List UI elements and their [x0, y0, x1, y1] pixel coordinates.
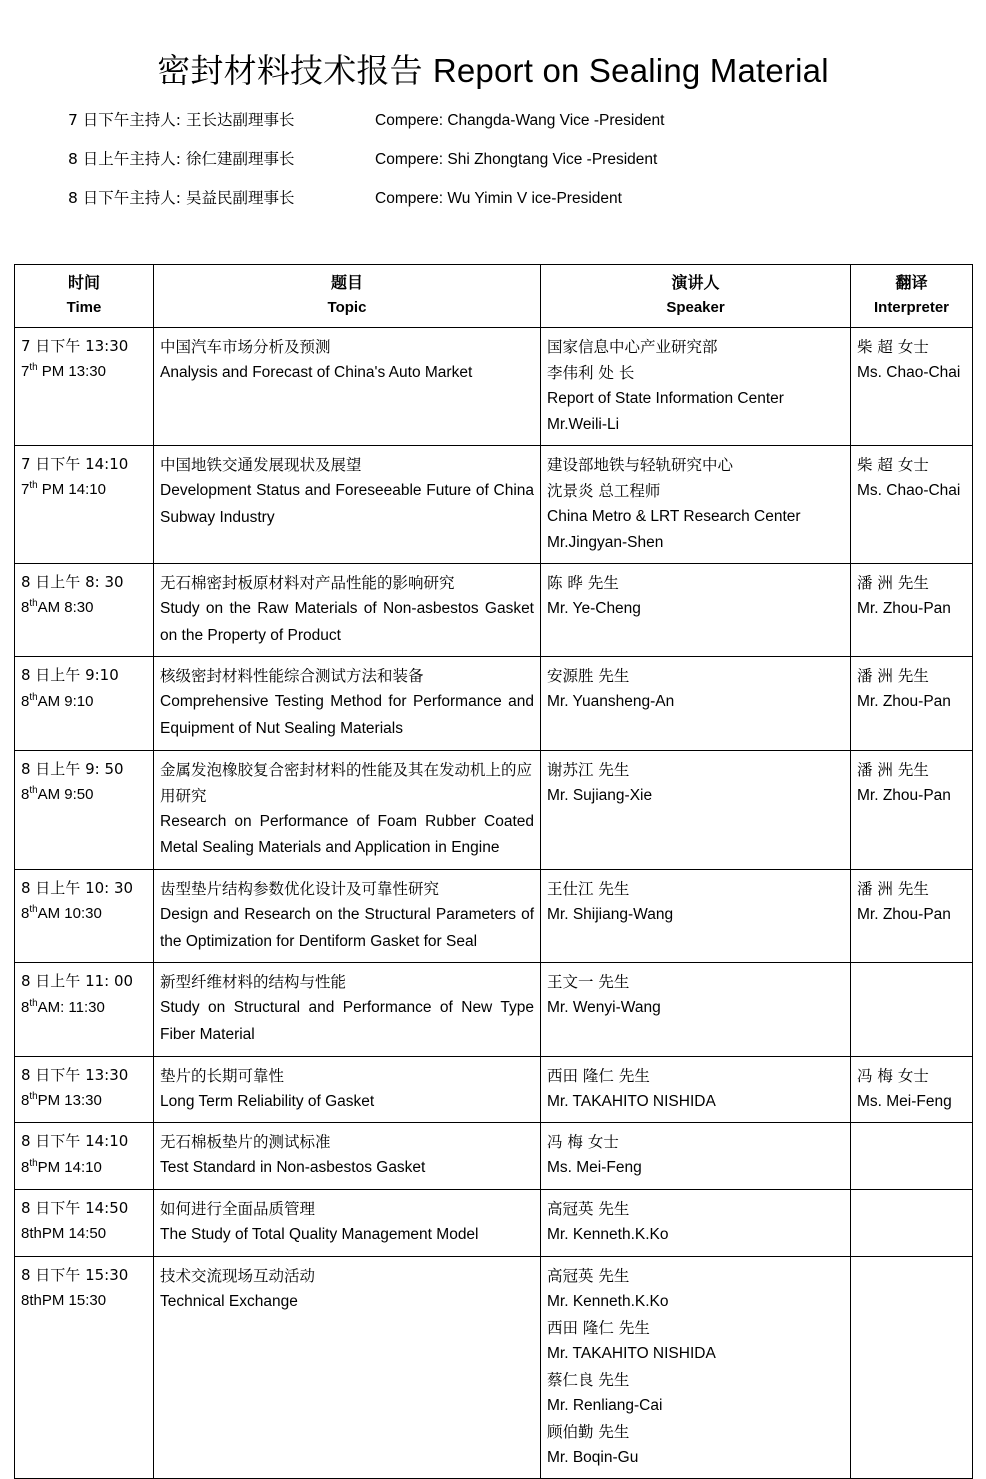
cell-interpreter: [851, 1056, 973, 1123]
interpreter-chinese: 冯 梅 女士: [857, 1066, 929, 1085]
table-header: [15, 264, 973, 327]
time-ordinal-suffix: th: [29, 691, 38, 703]
compere-english: Compere: Changda-Wang Vice -President: [375, 111, 665, 129]
cell-interpreter: [851, 563, 973, 656]
cell-time: [15, 657, 154, 750]
time-ordinal-suffix: th: [29, 1157, 38, 1169]
time-chinese: 8 日下午 14:50: [21, 1199, 129, 1218]
speaker-line: Mr. Boqin-Gu: [547, 1449, 639, 1467]
interpreter-english: Mr. Zhou-Pan: [857, 600, 951, 618]
compere-english: Compere: Shi Zhongtang Vice -President: [375, 150, 658, 168]
time-ordinal-suffix: th: [29, 784, 38, 796]
topic-english: Development Status and Foreseeable Future of China Subway Industry: [160, 481, 534, 526]
cell-topic: [154, 657, 541, 750]
schedule-table: [14, 264, 973, 1479]
time-ordinal-suffix: th: [29, 361, 38, 373]
compere-chinese: 8 日上午主持人: 徐仁建副理事长: [68, 149, 295, 168]
topic-chinese: 金属发泡橡胶复合密封材料的性能及其在发动机上的应用研究: [160, 760, 533, 805]
speaker-line: Ms. Mei-Feng: [547, 1159, 642, 1177]
interpreter-english: Mr. Zhou-Pan: [857, 906, 951, 924]
column-header-interpreter-english: Interpreter: [873, 298, 950, 316]
page-title-chinese: 密封材料技术报告: [157, 51, 423, 90]
cell-interpreter: [851, 1190, 973, 1257]
cell-time: [15, 1123, 154, 1190]
cell-interpreter: [851, 1256, 973, 1478]
table-body: [15, 327, 973, 1478]
time-chinese: 8 日上午 9:10: [21, 666, 119, 685]
interpreter-chinese: 潘 洲 先生: [857, 760, 929, 779]
speaker-line: Mr. Yuansheng-An: [547, 693, 675, 711]
cell-speaker: [541, 1056, 851, 1123]
column-header-time: [15, 264, 154, 327]
time-ordinal-suffix: th: [29, 1090, 38, 1102]
speaker-line: 高冠英 先生: [547, 1266, 630, 1285]
table-header-row: [15, 264, 973, 327]
table-row: [15, 445, 973, 563]
speaker-line: 谢苏江 先生: [547, 760, 630, 779]
cell-time: [15, 445, 154, 563]
table-row: [15, 963, 973, 1056]
speaker-line: Mr. TAKAHITO NISHIDA: [547, 1344, 716, 1362]
compere-chinese: 7 日下午主持人: 王长达副理事长: [68, 110, 295, 129]
time-english: 8thAM 9:10: [21, 691, 94, 710]
cell-topic: [154, 750, 541, 869]
interpreter-english: Mr. Zhou-Pan: [857, 786, 951, 804]
time-ordinal-suffix: th: [29, 598, 38, 610]
time-english: 8thPM 13:30: [21, 1090, 102, 1109]
column-header-topic-english: Topic: [327, 298, 367, 316]
table-row: [15, 1256, 973, 1478]
cell-speaker: [541, 563, 851, 656]
speaker-line: Mr. TAKAHITO NISHIDA: [547, 1092, 716, 1110]
cell-time: [15, 563, 154, 656]
speaker-line: Mr. Wenyi-Wang: [547, 999, 661, 1017]
cell-topic: [154, 870, 541, 963]
cell-time: [15, 327, 154, 445]
cell-speaker: [541, 445, 851, 563]
time-chinese: 7 日下午 13:30: [21, 336, 129, 355]
cell-interpreter: [851, 870, 973, 963]
column-header-speaker-chinese: 演讲人: [671, 272, 720, 292]
table-row: [15, 870, 973, 963]
interpreter-chinese: 柴 超 女士: [857, 337, 929, 356]
table-row: [15, 1056, 973, 1123]
time-ordinal-suffix: th: [29, 997, 38, 1009]
compere-row: [0, 186, 986, 225]
cell-speaker: [541, 657, 851, 750]
speaker-line: 沈景炎 总工程师: [547, 481, 661, 500]
compere-english: Compere: Wu Yimin V ice-President: [375, 189, 622, 207]
cell-time: [15, 1056, 154, 1123]
speaker-line: 西田 隆仁 先生: [547, 1318, 650, 1337]
cell-speaker: [541, 1256, 851, 1478]
cell-speaker: [541, 1123, 851, 1190]
cell-time: [15, 1190, 154, 1257]
topic-english: Study on Structural and Performance of New Type Fiber Material: [160, 999, 534, 1044]
speaker-line: Mr. Kenneth.K.Ko: [547, 1292, 669, 1310]
cell-speaker: [541, 1190, 851, 1257]
topic-chinese: 技术交流现场互动活动: [160, 1266, 316, 1285]
column-header-interpreter: [851, 264, 973, 327]
page-title: [0, 0, 986, 90]
cell-topic: [154, 1256, 541, 1478]
page-title-english: Report on Sealing Material: [432, 52, 829, 89]
compere-chinese: 8 日下午主持人: 吴益民副理事长: [68, 188, 295, 207]
compere-list: [0, 90, 986, 225]
cell-topic: [154, 1123, 541, 1190]
topic-english: Comprehensive Testing Method for Performance and Equipment of Nut Sealing Materials: [160, 693, 534, 738]
topic-chinese: 核级密封材料性能综合测试方法和装备: [160, 667, 424, 686]
cell-speaker: [541, 750, 851, 869]
time-chinese: 8 日上午 8: 30: [21, 572, 124, 591]
cell-topic: [154, 1190, 541, 1257]
time-chinese: 8 日下午 14:10: [21, 1132, 129, 1151]
topic-english: Test Standard in Non-asbestos Gasket: [160, 1159, 426, 1177]
table-row: [15, 563, 973, 656]
time-chinese: 8 日下午 13:30: [21, 1065, 129, 1084]
cell-time: [15, 1256, 154, 1478]
topic-chinese: 中国地铁交通发展现状及展望: [160, 455, 362, 474]
speaker-line: 高冠英 先生: [547, 1200, 630, 1219]
speaker-line: 王仕江 先生: [547, 880, 630, 899]
cell-interpreter: [851, 750, 973, 869]
column-header-interpreter-chinese: 翻译: [895, 272, 928, 292]
speaker-line: Report of State Information Center: [547, 389, 784, 407]
table-row: [15, 1190, 973, 1257]
speaker-line: Mr.Jingyan-Shen: [547, 533, 664, 551]
cell-interpreter: [851, 327, 973, 445]
interpreter-english: Ms. Chao-Chai: [857, 363, 961, 381]
cell-speaker: [541, 870, 851, 963]
compere-row: [0, 108, 986, 147]
speaker-line: 陈 晔 先生: [547, 573, 619, 592]
table-row: [15, 327, 973, 445]
interpreter-english: Ms. Mei-Feng: [857, 1092, 952, 1110]
speaker-line: Mr. Ye-Cheng: [547, 600, 641, 618]
speaker-line: 顾伯勤 先生: [547, 1422, 630, 1441]
interpreter-chinese: 潘 洲 先生: [857, 573, 929, 592]
topic-chinese: 新型纤维材料的结构与性能: [160, 973, 347, 992]
time-english: 7th PM 14:10: [21, 480, 106, 499]
interpreter-english: Ms. Chao-Chai: [857, 481, 961, 499]
column-header-topic-chinese: 题目: [330, 272, 363, 292]
speaker-line: Mr. Sujiang-Xie: [547, 786, 653, 804]
cell-interpreter: [851, 963, 973, 1056]
topic-english: Technical Exchange: [160, 1292, 298, 1310]
cell-topic: [154, 963, 541, 1056]
topic-chinese: 如何进行全面品质管理: [160, 1200, 316, 1219]
time-chinese: 8 日上午 10: 30: [21, 879, 134, 898]
speaker-line: Mr. Kenneth.K.Ko: [547, 1226, 669, 1244]
table-row: [15, 657, 973, 750]
cell-topic: [154, 327, 541, 445]
topic-english: Study on the Raw Materials of Non-asbestos Gasket on the Property of Product: [160, 600, 534, 644]
speaker-line: Mr. Shijiang-Wang: [547, 906, 674, 924]
speaker-line: 国家信息中心产业研究部: [547, 337, 718, 356]
cell-interpreter: [851, 445, 973, 563]
speaker-line: 王文一 先生: [547, 973, 630, 992]
time-english: 8thAM 8:30: [21, 598, 94, 617]
schedule-table-wrapper: [0, 225, 986, 1479]
topic-chinese: 无石棉密封板原材料对产品性能的影响研究: [160, 573, 455, 592]
time-ordinal-suffix: th: [29, 904, 38, 916]
column-header-time-english: Time: [66, 298, 102, 316]
time-english: 8thPM 14:10: [21, 1157, 102, 1176]
time-english: 8thAM 10:30: [21, 904, 102, 923]
time-ordinal-suffix: th: [29, 480, 38, 492]
compere-row: [0, 147, 986, 186]
interpreter-chinese: 潘 洲 先生: [857, 667, 929, 686]
time-english: 8thPM 14:50: [21, 1225, 107, 1243]
topic-english: Research on Performance of Foam Rubber Coated Metal Sealing Materials and Application in Engine: [160, 812, 534, 857]
speaker-line: Mr.Weili-Li: [547, 415, 620, 433]
time-chinese: 8 日上午 11: 00: [21, 972, 134, 991]
column-header-time-chinese: 时间: [67, 272, 100, 292]
time-english: 8thPM 15:30: [21, 1291, 107, 1309]
interpreter-english: Mr. Zhou-Pan: [857, 693, 951, 711]
interpreter-chinese: 潘 洲 先生: [857, 880, 929, 899]
topic-english: Analysis and Forecast of China's Auto Market: [160, 363, 473, 381]
speaker-line: Mr. Renliang-Cai: [547, 1396, 663, 1414]
topic-chinese: 垫片的长期可靠性: [160, 1066, 285, 1085]
speaker-line: 西田 隆仁 先生: [547, 1066, 650, 1085]
column-header-topic: [154, 264, 541, 327]
topic-english: Design and Research on the Structural Parameters of the Optimization for Dentiform Gasket for Seal: [160, 906, 534, 950]
table-row: [15, 750, 973, 869]
cell-interpreter: [851, 1123, 973, 1190]
cell-time: [15, 963, 154, 1056]
cell-interpreter: [851, 657, 973, 750]
cell-topic: [154, 1056, 541, 1123]
cell-speaker: [541, 327, 851, 445]
topic-english: The Study of Total Quality Management Model: [160, 1226, 479, 1244]
topic-chinese: 齿型垫片结构参数优化设计及可靠性研究: [160, 880, 440, 899]
topic-chinese: 无石棉板垫片的测试标准: [160, 1133, 331, 1152]
speaker-line: 安源胜 先生: [547, 667, 630, 686]
table-row: [15, 1123, 973, 1190]
column-header-speaker: [541, 264, 851, 327]
speaker-line: 冯 梅 女士: [547, 1133, 619, 1152]
cell-time: [15, 870, 154, 963]
cell-speaker: [541, 963, 851, 1056]
topic-chinese: 中国汽车市场分析及预测: [160, 337, 331, 356]
time-english: 8thAM: 11:30: [21, 997, 105, 1016]
time-english: 7th PM 13:30: [21, 361, 106, 380]
speaker-line: China Metro & LRT Research Center: [547, 507, 801, 525]
time-chinese: 8 日下午 15:30: [21, 1265, 129, 1284]
speaker-line: 李伟利 处 长: [547, 363, 635, 382]
time-chinese: 8 日上午 9: 50: [21, 759, 124, 778]
time-english: 8thAM 9:50: [21, 784, 94, 803]
cell-time: [15, 750, 154, 869]
speaker-line: 建设部地铁与轻轨研究中心: [547, 455, 734, 474]
column-header-speaker-english: Speaker: [666, 298, 725, 316]
cell-topic: [154, 445, 541, 563]
interpreter-chinese: 柴 超 女士: [857, 455, 929, 474]
cell-topic: [154, 563, 541, 656]
time-chinese: 7 日下午 14:10: [21, 454, 129, 473]
topic-english: Long Term Reliability of Gasket: [160, 1092, 375, 1110]
speaker-line: 蔡仁良 先生: [547, 1370, 630, 1389]
